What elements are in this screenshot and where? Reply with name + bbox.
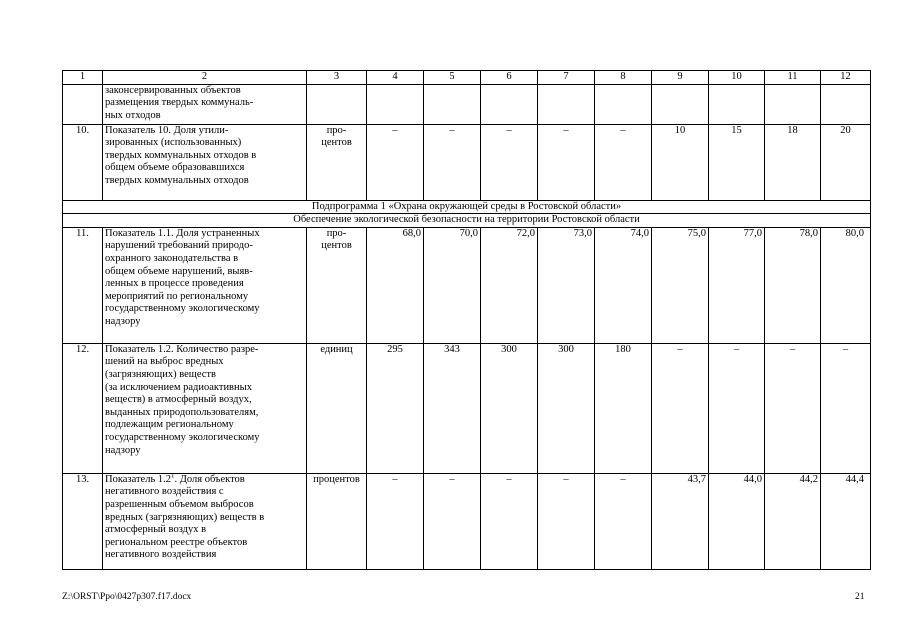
- table-row: [63, 227, 871, 343]
- column-number: 8: [595, 71, 652, 85]
- indicator-name: Показатель 1.1. Доля устраненных нарушений требований природо- охранного законодательства в общем объеме нарушений, выяв- ленных в процессе проведения мероприятий по региональному государственному экологическому надзору: [103, 227, 307, 343]
- column-number: 11: [765, 71, 821, 85]
- value-cell: 72,0: [481, 227, 538, 343]
- value-cell: 44,2: [765, 473, 821, 569]
- value-cell: –: [367, 124, 424, 200]
- column-number-row: [63, 71, 871, 85]
- value-cell: –: [538, 473, 595, 569]
- indicator-name: Показатель $1.2^1$. Доля объектов негативного воздействия с разрешенным объемом выбросов вредных (загрязняющих) веществ в атмосферный воздух в региональном реестре объектов негативного воздействия: [103, 473, 307, 569]
- column-number: 9: [652, 71, 709, 85]
- value-cell: 18: [765, 124, 821, 200]
- value-cell: –: [481, 473, 538, 569]
- row-number: 10.: [63, 124, 103, 200]
- unit: про- центов: [307, 227, 367, 343]
- value-cell: –: [595, 124, 652, 200]
- unit: про- центов: [307, 124, 367, 200]
- value-cell: 300: [538, 343, 595, 473]
- value-cell: 180: [595, 343, 652, 473]
- value-cell: 80,0: [821, 227, 871, 343]
- value-cell: –: [709, 343, 765, 473]
- column-number: 10: [709, 71, 765, 85]
- value-cell: 78,0: [765, 227, 821, 343]
- value-cell: 300: [481, 343, 538, 473]
- value-cell: 295: [367, 343, 424, 473]
- table-row: [63, 473, 871, 569]
- value-cell: 70,0: [424, 227, 481, 343]
- page-number: 21: [855, 592, 865, 602]
- value-cell: 10: [652, 124, 709, 200]
- indicator-name: Показатель 1.2. Количество разре- шений на выброс вредных (загрязняющих) веществ (за исключением радиоактивных веществ) в атмосферный воздух, выданных природопользователям, подлежащим региональному государственному экологическому надзору: [103, 343, 307, 473]
- row-number: 13.: [63, 473, 103, 569]
- value-cell: 44,0: [709, 473, 765, 569]
- value-cell: 68,0: [367, 227, 424, 343]
- column-number: 2: [103, 71, 307, 85]
- value-cell: –: [481, 124, 538, 200]
- footer-file-path: Z:\ORST\Ppo\0427p307.f17.docx: [62, 592, 192, 602]
- value-cell: –: [424, 473, 481, 569]
- subprogram-title: Подпрограмма 1 «Охрана окружающей среды в Ростовской области»: [63, 200, 871, 214]
- indicator-name: законсервированных объектов размещения твердых коммуналь- ных отходов: [103, 84, 307, 124]
- value-cell: 77,0: [709, 227, 765, 343]
- subprogram-row: [63, 200, 871, 214]
- value-cell: 74,0: [595, 227, 652, 343]
- column-number: 7: [538, 71, 595, 85]
- value-cell: –: [367, 473, 424, 569]
- column-number: 12: [821, 71, 871, 85]
- value-cell: 73,0: [538, 227, 595, 343]
- value-cell: –: [538, 124, 595, 200]
- value-cell: –: [821, 343, 871, 473]
- indicators-table: [62, 70, 871, 570]
- value-cell: 20: [821, 124, 871, 200]
- value-cell: 15: [709, 124, 765, 200]
- section-title: Обеспечение экологической безопасности на территории Ростовской области: [63, 214, 871, 228]
- indicator-name: Показатель 10. Доля утили- зированных (использованных) твердых коммунальных отходов в общем объеме образовавшихся твердых коммунальных отходов: [103, 124, 307, 200]
- value-cell: –: [424, 124, 481, 200]
- column-number: 1: [63, 71, 103, 85]
- table-row-continuation: [63, 84, 871, 124]
- value-cell: –: [765, 343, 821, 473]
- column-number: 3: [307, 71, 367, 85]
- unit: процентов: [307, 473, 367, 569]
- column-number: 5: [424, 71, 481, 85]
- column-number: 6: [481, 71, 538, 85]
- value-cell: –: [652, 343, 709, 473]
- table-row: [63, 124, 871, 200]
- unit: единиц: [307, 343, 367, 473]
- value-cell: 343: [424, 343, 481, 473]
- row-number: 11.: [63, 227, 103, 343]
- section-row: [63, 214, 871, 228]
- value-cell: 44,4: [821, 473, 871, 569]
- value-cell: 43,7: [652, 473, 709, 569]
- table-row: [63, 343, 871, 473]
- value-cell: –: [595, 473, 652, 569]
- column-number: 4: [367, 71, 424, 85]
- value-cell: 75,0: [652, 227, 709, 343]
- row-number: 12.: [63, 343, 103, 473]
